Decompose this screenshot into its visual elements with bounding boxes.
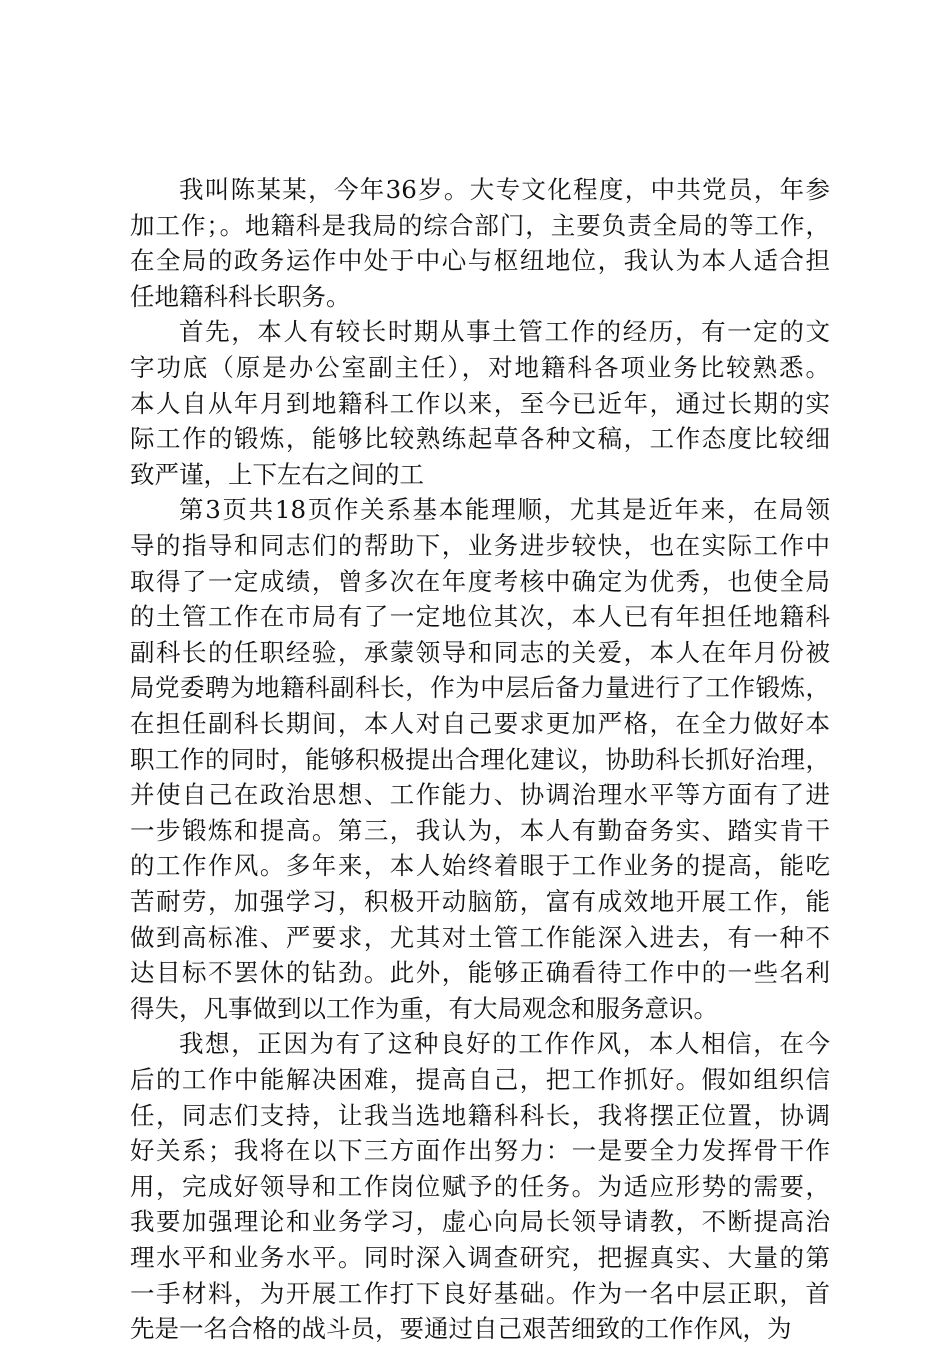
text-line: 在全局的政务运作中处于中心与枢纽地位，我认为本人适合担 [130, 246, 830, 275]
text-line: 得失，凡事做到以工作为重，有大局观念和服务意识。 [130, 994, 718, 1023]
text-line: 本人自从年月到地籍科工作以来，至今已近年，通过长期的实 [130, 389, 830, 418]
text-line: 达目标不罢休的钻劲。此外，能够正确看待工作中的一些名利 [130, 958, 830, 987]
text-line: 首先，本人有较长时期从事土管工作的经历，有一定的文 [179, 317, 830, 346]
text-line: 一手材料，为开展工作打下良好基础。作为一名中层正职，首 [130, 1279, 830, 1308]
text-line: 我想，正因为有了这种良好的工作作风，本人相信，在今 [179, 1029, 830, 1058]
text-line: 局党委聘为地籍科副科长，作为中层后备力量进行了工作锻炼， [130, 673, 830, 702]
text-line: 的土管工作在市局有了一定地位其次，本人已有年担任地籍科 [130, 602, 830, 631]
text-line: 导的指导和同志们的帮助下，业务进步较快，也在实际工作中 [130, 531, 830, 560]
text-line: 任，同志们支持，让我当选地籍科科长，我将摆正位置，协调 [130, 1101, 830, 1130]
text-line: 苦耐劳，加强学习，积极开动脑筋，富有成效地开展工作，能 [130, 887, 830, 916]
text-line: 字功底（原是办公室副主任），对地籍科各项业务比较熟悉。 [130, 353, 830, 382]
text-line: 致严谨，上下左右之间的工 [130, 460, 424, 489]
text-line: 加工作；。地籍科是我局的综合部门，主要负责全局的等工作， [130, 211, 830, 240]
text-line: 一步锻炼和提高。第三，我认为，本人有勤奋务实、踏实肯干 [130, 816, 830, 845]
text-line: 用，完成好领导和工作岗位赋予的任务。为适应形势的需要， [130, 1172, 830, 1201]
text-line: 任地籍科科长职务。 [130, 282, 351, 311]
text-line: 好关系；我将在以下三方面作出努力：一是要全力发挥骨干作 [130, 1136, 830, 1165]
text-line: 的工作作风。多年来，本人始终着眼于工作业务的提高，能吃 [130, 851, 830, 880]
text-line: 取得了一定成绩，曾多次在年度考核中确定为优秀，也使全局 [130, 567, 830, 596]
text-line: 后的工作中能解决困难，提高自己，把工作抓好。假如组织信 [130, 1065, 830, 1094]
text-line: 第3页共18页作关系基本能理顺，尤其是近年来，在局领 [179, 495, 830, 524]
text-line: 我要加强理论和业务学习，虚心向局长领导请教，不断提高治 [130, 1207, 830, 1236]
text-line: 我叫陈某某，今年36岁。大专文化程度，中共党员，年参 [179, 175, 830, 204]
text-line: 副科长的任职经验，承蒙领导和同志的关爱，本人在年月份被 [130, 638, 830, 667]
text-line: 际工作的锻炼，能够比较熟练起草各种文稿，工作态度比较细 [130, 424, 830, 453]
text-line: 职工作的同时，能够积极提出合理化建议，协助科长抓好治理， [130, 745, 830, 774]
text-line: 先是一名合格的战斗员，要通过自己艰苦细致的工作作风，为 [130, 1314, 792, 1343]
text-line: 并使自己在政治思想、工作能力、协调治理水平等方面有了进 [130, 780, 830, 809]
text-line: 理水平和业务水平。同时深入调查研究，把握真实、大量的第 [130, 1243, 830, 1272]
text-line: 做到高标准、严要求，尤其对土管工作能深入进去，有一种不 [130, 923, 830, 952]
text-line: 在担任副科长期间，本人对自己要求更加严格，在全力做好本 [130, 709, 830, 738]
